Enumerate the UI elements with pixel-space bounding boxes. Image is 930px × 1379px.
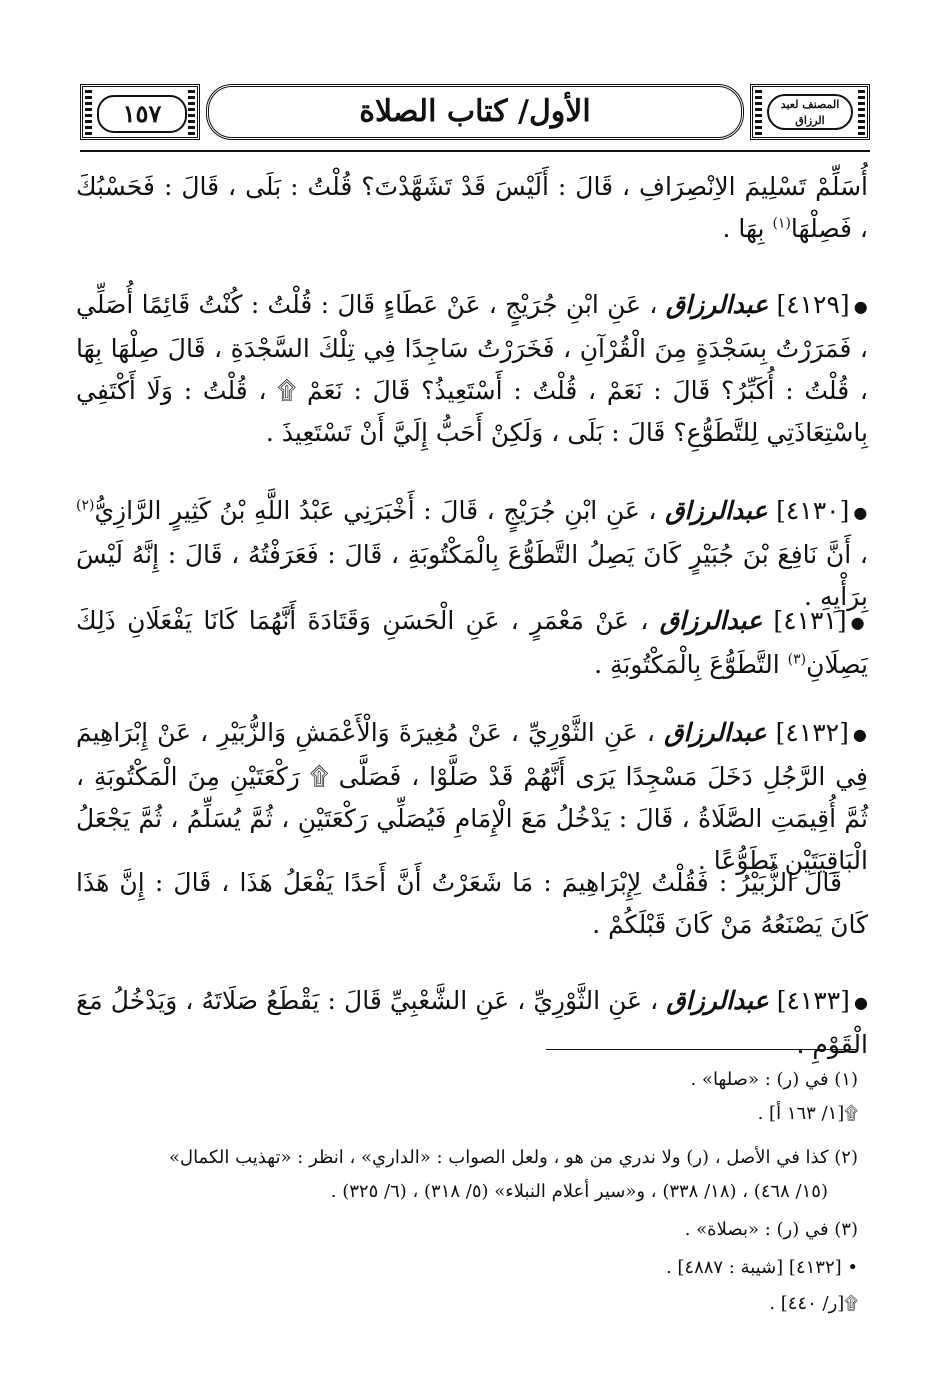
author-name: عبدالرزاق — [666, 986, 769, 1015]
hadith-entry — [76, 284, 868, 454]
entry-text: ، عَنِ الثَّوْرِيِّ ، عَنْ مُغِيرَةَ وَالْأَعْمَشِ وَالزُّبَيْرِ ، عَنْ إِبْرَاهِيمَ فِي الرَّجُلِ دَخَلَ مَسْجِدًا يَرَى أَنَّهُمْ قَدْ صَلَّوْا ، فَصَلَّى ۩ رَكْعَتَيْنِ مِنَ الْمَكْتُوبَةِ ، ثُمَّ أُقِيمَتِ الصَّلَاةُ ، قَالَ : يَدْخُلُ مَعَ الْإِمَامِ فَيُصَلِّي رَكْعَتَيْنِ ، ثُمَّ يُسَلِّمُ ، ثُمَّ يَجْعَلُ الْبَاقِيَتَيْنِ تَطَوُّعًا . — [76, 718, 868, 875]
author-name: عبدالرزاق — [665, 496, 768, 525]
intro-end: بِهَا . — [722, 214, 773, 243]
page-number-frame — [80, 84, 200, 140]
page-header — [80, 80, 870, 146]
zubair-paragraph: قَالَ الزُّبَيْرُ : فَقُلْتُ لِإِبْرَاهِيمَ : مَا شَعَرْتُ أَنَّ أَحَدًا يَفْعَلُ هَذَا ، قَالَ : إِنَّ هَذَا كَانَ يَصْنَعُهُ مَنْ كَانَ قَبْلَكُمْ . — [76, 868, 868, 939]
hadith-entry — [76, 980, 868, 1066]
hadith-entry — [76, 490, 868, 618]
hadith-entry — [76, 600, 868, 686]
footnote-2-cont: (١٥/ ٤٦٨) ، (١٨/ ٣٣٨) ، و«سير أعلام النبلاء» (٥/ ٣١٨) ، (٦/ ٣٢٥) . — [330, 1181, 828, 1202]
entry-number: [٤١٣٣] — [776, 986, 850, 1015]
footnote-3: (٣) في (ر) : «بصلاة» . — [684, 1219, 858, 1240]
entry-text: ، عَنِ ابْنِ جُرَيْجٍ ، قَالَ : أَخْبَرَنِي عَبْدُ اللَّهِ بْنُ كَثِيرٍ الرَّازِيُّ — [94, 496, 657, 525]
footnote-1: (١) في (ر) : «صلها» . — [690, 1069, 858, 1090]
author-name: عبدالرزاق — [659, 606, 763, 635]
bullet-icon: ● — [853, 502, 868, 522]
bullet-icon: ● — [852, 724, 869, 744]
ornament — [85, 89, 92, 135]
intro-paragraph — [76, 166, 868, 250]
footnote-4: • [٤١٣٢] [شيبة : ٤٨٨٧] . — [665, 1257, 858, 1278]
footnote-marker-2: ۩[ر/ ٤٤٠] . — [769, 1293, 858, 1314]
entry-text: ، عَنْ مَعْمَرٍ ، عَنِ الْحَسَنِ وَقَتَادَةَ أَنَّهُمَا كَانَا يَفْعَلَانِ ذَلِكَ يَصِلَانِ — [76, 606, 868, 679]
footnote-ref: (١) — [772, 215, 791, 232]
footnote-marker-1: ۩[١/ ١٦٣ أ] . — [757, 1103, 858, 1124]
bullet-icon: ● — [853, 992, 869, 1012]
footnote-rule — [546, 1049, 856, 1050]
bullet-icon: ● — [850, 612, 868, 632]
ornament — [858, 89, 865, 135]
entry-text: ، عَنِ ابْنِ جُرَيْجٍ ، عَنْ عَطَاءٍ قَالَ : قُلْتُ : كُنْتُ قَائِمًا أُصَلِّي ، فَمَرَرْتُ بِسَجْدَةٍ مِنَ الْقُرْآنِ ، فَخَرَرْتُ سَاجِدًا فِي تِلْكَ السَّجْدَةِ ، قَالَ صِلْهَا بِهَا ، قُلْتُ : أُكَبِّرُ؟ قَالَ : نَعَمْ ، قُلْتُ : أَسْتَعِيذُ؟ قَالَ : نَعَمْ ۩ ، قُلْتُ : وَلَا أَكْتَفِي بِاسْتِعَاذَتِي لِلتَّطَوُّعِ؟ قَالَ : بَلَى ، وَلَكِنْ أَحَبُّ إِلَيَّ أَنْ تَسْتَعِيذَ . — [76, 290, 868, 447]
author-name: عبدالرزاق — [664, 718, 767, 747]
book-logo: المصنف لعبد الرزاق — [767, 94, 853, 130]
running-title: الأول/ كتاب الصلاة — [359, 94, 591, 129]
entry-number: [٤١٣٠] — [776, 496, 850, 525]
entry-text-cont: التَّطَوُّعَ بِالْمَكْتُوبَةِ . — [594, 649, 788, 679]
entry-text-cont: ، أَنَّ نَافِعَ بْنَ جُبَيْرٍ كَانَ يَصِلُ التَّطَوُّعَ بِالْمَكْتُوبَةِ ، قَالَ : فَعَرَفْتُهُ ، قَالَ : إِنَّهُ لَيْسَ بِرَأْيِهِ . — [76, 539, 868, 611]
entry-text: ، عَنِ الثَّوْرِيِّ ، عَنِ الشَّعْبِيِّ قَالَ : يَقْطَعُ صَلَاتَهُ ، وَيَدْخُلُ مَعَ الْقَوْمِ . — [76, 986, 868, 1059]
footnote-ref: (٢) — [76, 497, 95, 514]
hadith-entry — [76, 712, 868, 882]
entry-number: [٤١٢٩] — [776, 290, 850, 319]
entry-number: [٤١٣١] — [773, 606, 847, 635]
author-name: عبدالرزاق — [665, 290, 769, 319]
ornament — [188, 89, 195, 135]
bullet-icon: ● — [853, 296, 869, 316]
header-rule — [80, 150, 870, 152]
book-logo-frame — [750, 84, 870, 140]
entry-number: [٤١٣٢] — [775, 718, 849, 747]
intro-text: أُسَلِّمْ تَسْلِيمَ الاِنْصِرَافِ ، قَالَ : أَلَيْسَ قَدْ تَشَهَّدْتَ؟ قُلْتُ : بَلَى ، قَالَ : فَحَسْبُكَ ، فَصِلْهَا — [76, 172, 868, 243]
footnote-2: (٢) كذا في الأصل ، (ر) ولا ندري من هو ، ولعل الصواب : «الداري» ، انظر : «تهذيب الكمال» — [168, 1147, 858, 1168]
footnote-ref: (٣) — [787, 651, 807, 668]
page-number: ١٥٧ — [97, 95, 187, 133]
running-title-frame — [206, 84, 744, 140]
ornament — [755, 89, 762, 135]
